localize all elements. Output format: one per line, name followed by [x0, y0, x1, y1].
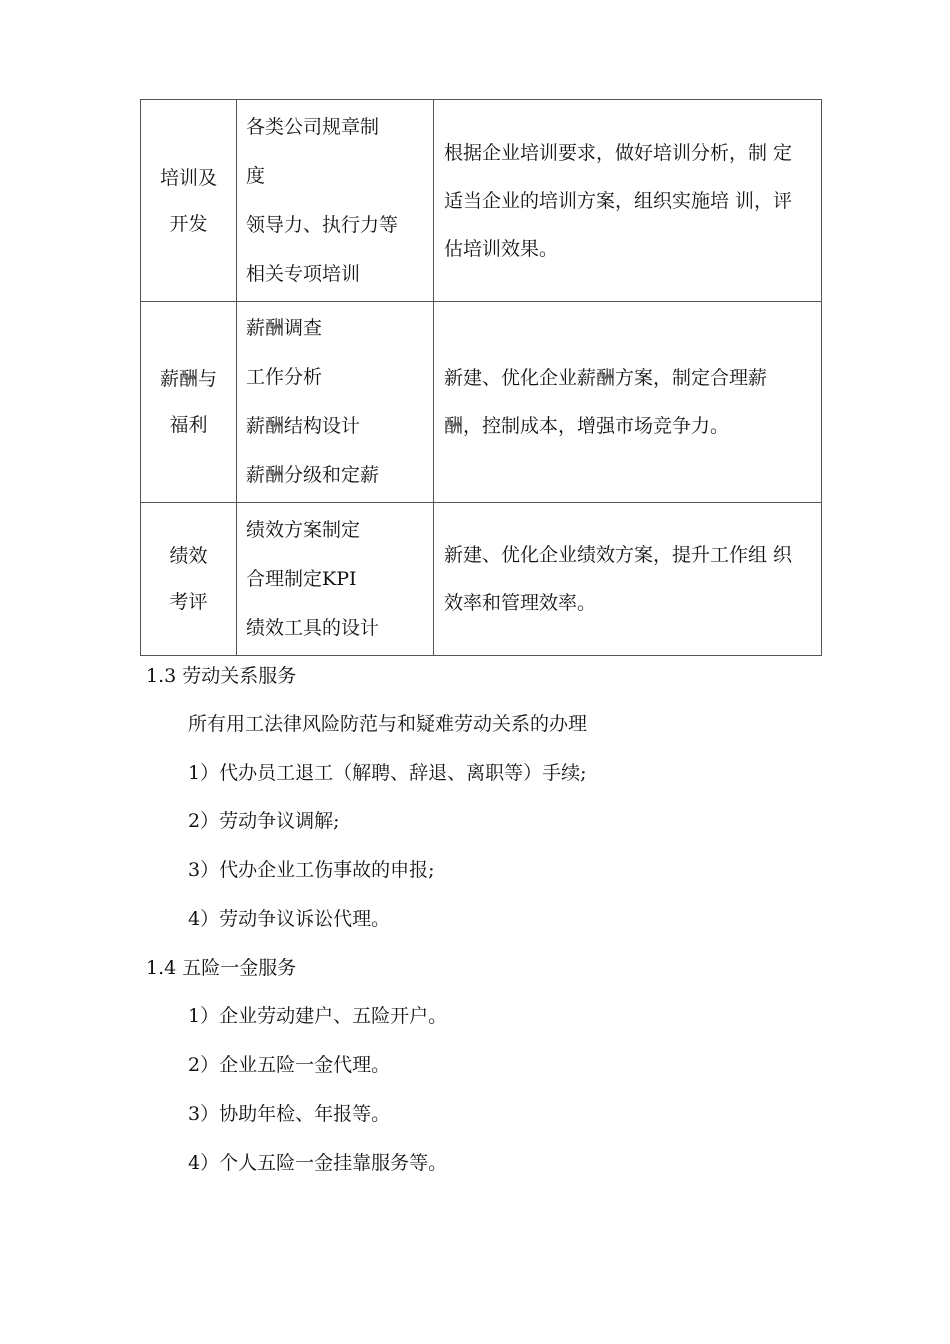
- description-line: 新建、优化企业薪酬方案，制定合理薪: [444, 367, 768, 389]
- list-item: 1）代办员工退工（解聘、辞退、离职等）手续;: [188, 762, 587, 784]
- description-line: 效率和管理效率。: [444, 592, 597, 614]
- list-item: 4）劳动争议诉讼代理。: [188, 908, 391, 930]
- description-line: 根据企业培训要求，做好培训分析，制 定: [444, 141, 793, 164]
- list-item: 2）企业五险一金代理。: [188, 1054, 391, 1076]
- description-line: 适当企业的培训方案，组织实施培 训，评: [444, 189, 793, 212]
- category-line: 福利: [169, 414, 208, 436]
- category-cell: [141, 302, 237, 503]
- list-item: 2）劳动争议调解;: [188, 810, 340, 832]
- item-line: 相关专项培训: [246, 262, 361, 285]
- category-line: 开发: [169, 212, 208, 235]
- section-intro: 所有用工法律风险防范与和疑难劳动关系的办理: [188, 713, 588, 735]
- description-line: 新建、优化企业绩效方案，提升工作组 织: [444, 544, 793, 566]
- list-item: 3）代办企业工伤事故的申报;: [188, 859, 435, 881]
- section-heading-insurance: 1.4 五险一金服务: [146, 957, 297, 979]
- items-cell: [237, 503, 434, 656]
- category-line: 培训及: [159, 166, 217, 189]
- category-line: 考评: [169, 591, 208, 613]
- category-line: 薪酬与: [159, 368, 217, 390]
- description-cell: [434, 503, 822, 656]
- list-item: 4）个人五险一金挂靠服务等。: [188, 1152, 448, 1174]
- item-line: 合理制定KPI: [246, 567, 357, 590]
- item-line: 绩效方案制定: [246, 518, 361, 541]
- description-line: 酬，控制成本，增强市场竞争力。: [444, 415, 730, 437]
- table-row: [141, 302, 822, 503]
- list-item: 1）企业劳动建户、五险开户。: [188, 1005, 448, 1027]
- list-item: 3）协助年检、年报等。: [188, 1103, 391, 1125]
- item-line: 领导力、执行力等: [246, 213, 399, 236]
- item-line: 绩效工具的设计: [246, 616, 380, 639]
- section-heading-labor-relations: 1.3 劳动关系服务: [146, 665, 297, 687]
- item-line: 度: [246, 164, 266, 187]
- item-line: 工作分析: [246, 366, 323, 388]
- item-line: 各类公司规章制: [246, 115, 380, 138]
- description-cell: [434, 100, 822, 302]
- items-cell: [237, 302, 434, 503]
- item-line: 薪酬分级和定薪: [246, 464, 380, 486]
- table-row: [141, 100, 822, 302]
- category-cell: [141, 503, 237, 656]
- table-row: [141, 503, 822, 656]
- description-cell: [434, 302, 822, 503]
- category-line: 绩效: [169, 545, 208, 567]
- items-cell: [237, 100, 434, 302]
- item-line: 薪酬结构设计: [246, 415, 361, 437]
- description-line: 估培训效果。: [444, 237, 559, 260]
- item-line: 薪酬调查: [246, 317, 323, 339]
- category-cell: [141, 100, 237, 302]
- hr-services-table: [140, 99, 822, 656]
